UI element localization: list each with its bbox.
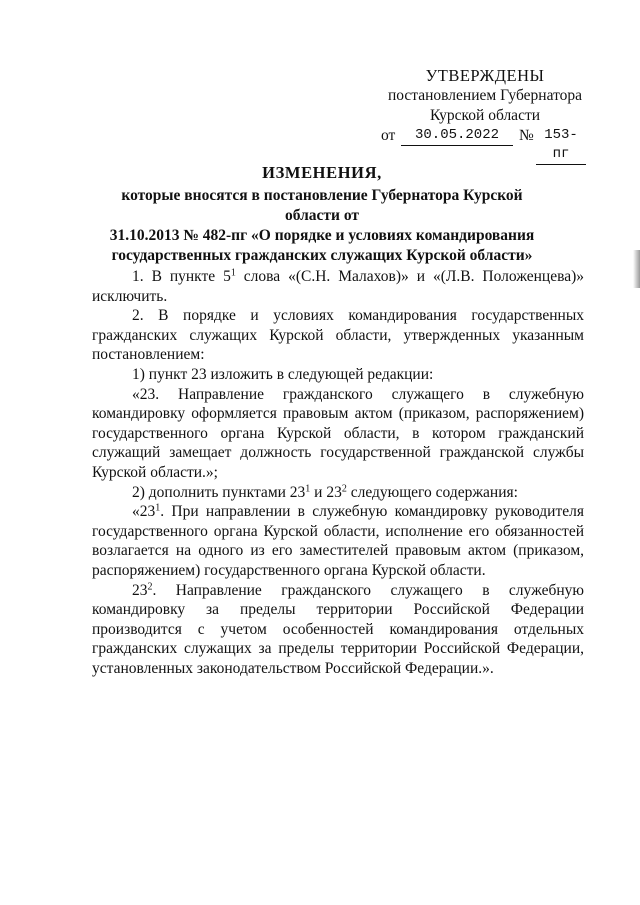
p5-superscript-2: 2 bbox=[341, 483, 347, 495]
document-title bbox=[92, 163, 552, 266]
paragraph-7 bbox=[92, 581, 584, 679]
title-heading: ИЗМЕНЕНИЯ, bbox=[262, 163, 382, 182]
title-line-2: 31.10.2013 № 482-пг «О порядке и условиях командирования bbox=[109, 227, 535, 244]
paragraph-6 bbox=[92, 502, 584, 580]
approval-date-row bbox=[380, 126, 590, 162]
paragraph-1 bbox=[92, 267, 584, 306]
date-prefix: от bbox=[381, 127, 396, 144]
p1-text-a: 1. В пункте 5 bbox=[132, 268, 231, 285]
number-prefix: № bbox=[519, 127, 534, 144]
paragraph-2: 2. В порядке и условиях командирования государственных гражданских служащих Курской области, утвержденных указанным постановлением: bbox=[92, 307, 584, 364]
approval-heading: УТВЕРЖДЕНЫ bbox=[425, 66, 545, 85]
p1-superscript: 1 bbox=[230, 267, 236, 279]
approval-line-1: постановлением Губернатора bbox=[387, 87, 583, 104]
p5-superscript-1: 1 bbox=[305, 483, 311, 495]
decree-date: 30.05.2022 bbox=[401, 126, 513, 146]
p1-text-b: слова «(С.Н. Малахов)» и «(Л.В. Положенцева)» исключить. bbox=[92, 268, 584, 305]
p6-superscript: 1 bbox=[155, 502, 161, 514]
approval-line-2: Курской области bbox=[429, 107, 541, 124]
decree-number: 153-пг bbox=[536, 126, 586, 165]
paragraph-5 bbox=[92, 483, 584, 503]
p7-text-a: 23 bbox=[132, 581, 148, 599]
paragraph-4: «23. Направление гражданского служащего в служебную командировку оформляется правовым актом (приказом, распоряжением) государственного органа Курской области, в котором гражданский служащий замещает должность государственной гражданской службы Курской области.»; bbox=[92, 385, 584, 481]
scan-edge-mark bbox=[633, 250, 640, 288]
p5-text-a: 2) дополнить пунктами 23 bbox=[132, 483, 306, 501]
title-line-3: государственных гражданских служащих Курской области» bbox=[111, 247, 533, 264]
approval-stamp bbox=[380, 66, 590, 162]
p7-superscript: 2 bbox=[147, 581, 153, 592]
title-line-1: которые вносятся в постановление Губернатора Курской области от bbox=[121, 187, 523, 224]
p5-text-c: следующего содержания: bbox=[346, 483, 518, 501]
paragraph-3: 1) пункт 23 изложить в следующей редакции: bbox=[132, 365, 434, 383]
document-body bbox=[92, 267, 584, 678]
p7-text-b: . Направление гражданского служащего в служебную командировку за пределы территории Российской Федерации производится с учетом особенностей командирования отдельных гражданских служащих за пределы территории Российской Федерации, установленных законодательством Российской Федерации.». bbox=[92, 581, 584, 677]
p6-text-a: «23 bbox=[132, 503, 156, 521]
p6-text-b: . При направлении в служебную командировку руководителя государственного органа Курской области, исполнение его обязанностей возлагается на одного из его заместителей правовым актом (приказом, распоряжением) государственного органа Курской области. bbox=[92, 503, 584, 579]
p5-text-b: и 23 bbox=[310, 483, 342, 501]
